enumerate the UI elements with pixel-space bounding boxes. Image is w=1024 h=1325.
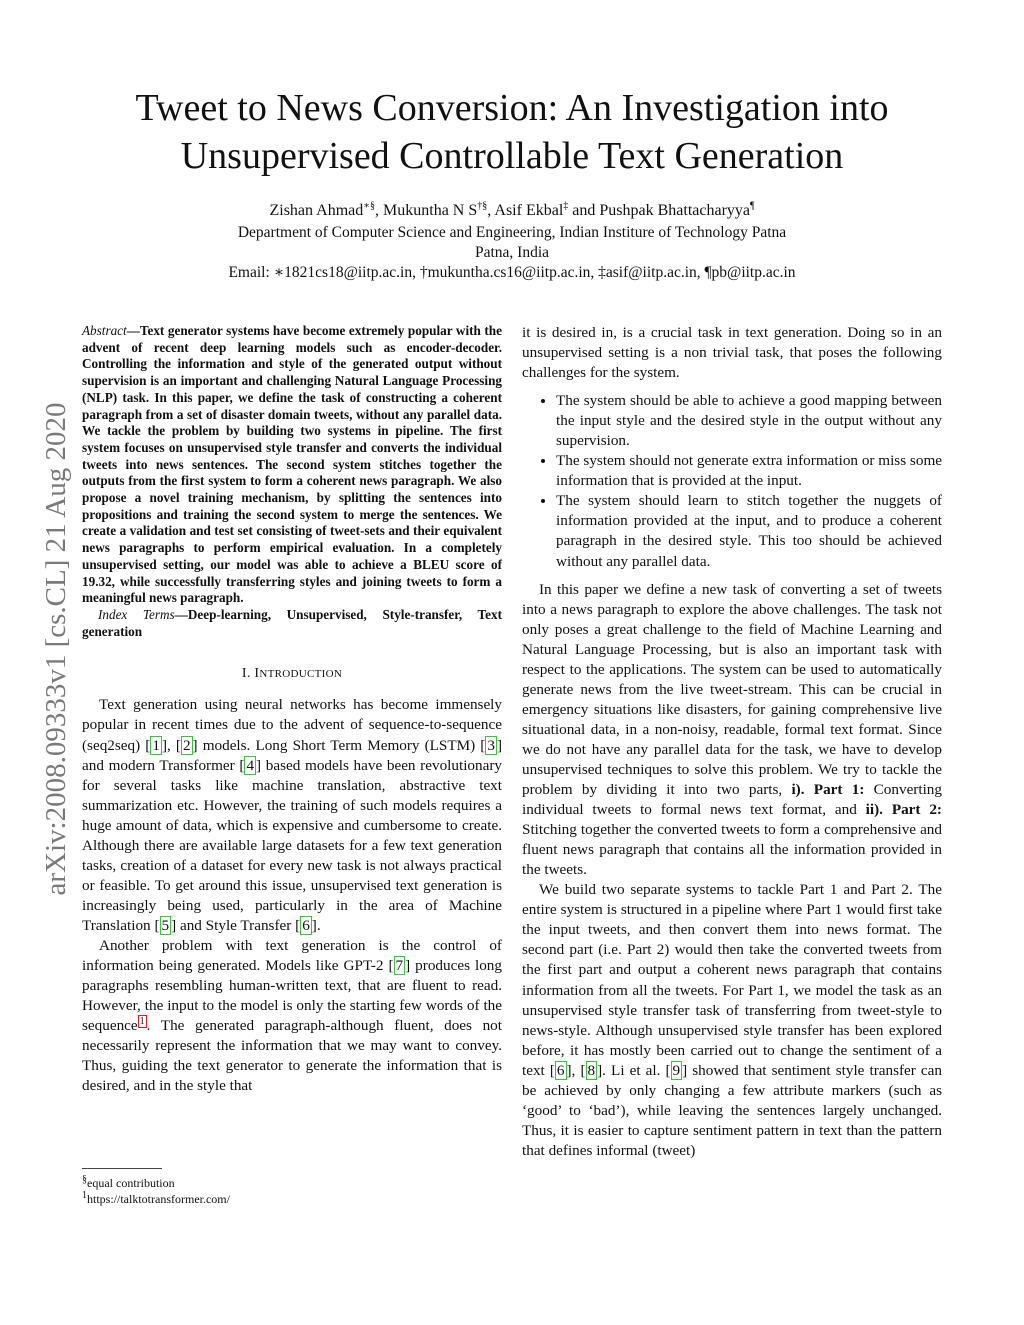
citation-link[interactable]: 5 <box>161 916 170 934</box>
text-run: models. Long Short Term Memory (LSTM) <box>197 736 481 754</box>
right-paragraph-0: it is desired in, is a crucial task in text generation. Doing so in an unsupervised setting is a non trivial task, that poses the following challenges for the system. <box>522 324 942 382</box>
part-1-label: i). Part 1: <box>791 781 865 799</box>
text-run: Stitching together the converted tweets to form a comprehensive and fluent news paragraph that contains all the information provided in the tweets. <box>522 821 942 879</box>
citation-link[interactable]: 6 <box>302 916 310 934</box>
author-3-marks: ‡ <box>563 200 569 212</box>
email-line: Email: ∗1821cs18@iitp.ac.in, †mukuntha.cs16@iitp.ac.in, ‡asif@iitp.ac.in, ¶pb@iitp.ac.in <box>228 264 796 281</box>
title-line-1: Tweet to News Conversion: An Investigation into <box>135 87 889 129</box>
text-run: and modern Transformer <box>82 756 240 774</box>
text-run: and Style Transfer <box>176 916 296 934</box>
text-run: , <box>167 736 176 754</box>
footnote-1 <box>82 1175 502 1191</box>
title-line-2: Unsupervised Controllable Text Generation <box>180 135 844 177</box>
citation-link[interactable]: 7 <box>395 957 404 975</box>
right-column <box>522 323 942 1161</box>
footnote-link[interactable]: 1 <box>139 1016 145 1028</box>
footnote-rule <box>82 1168 162 1169</box>
text-run: In this paper we define a new task of converting a set of tweets into a news paragraph to explore the above challenges. The task not only poses a great challenge to the field of Machine Learning and Natural Language Processing, but is also an important task with respect to the applications. The system can be used to automatically generate news from the live tweet-stream. This can be crucial in emergency situations like disasters, for gaining comprehensive live situational data, in a non-noisy, readable, formal text format. Since we do not have any parallel data for the task, we have to develop unsupervised techniques to solve this problem. We try to tackle the problem by dividing it into two parts, <box>522 580 942 799</box>
right-paragraph-1 <box>522 580 942 881</box>
text-run: Text generation using neural networks has become immensely popular in recent times due to the advent of sequence-to-sequence (seq2seq) <box>82 696 502 754</box>
citation-link[interactable]: 4 <box>246 756 255 774</box>
citation-link[interactable]: 9 <box>672 1061 681 1079</box>
author-4-marks: ¶ <box>750 200 755 212</box>
affiliation-line-2: Patna, India <box>474 244 550 261</box>
text-run: based models have been revolutionary for several tasks like machine translation, abstractive text summarization etc. However, the training of such models requires a huge amount of data, which is expensive and cumbersome to create. Although there are available large datasets for a few text generation tasks, creation of a dataset for every new task is not always practical or feasible. To get around this issue, unsupervised text generation is increasingly being used, particularly in the area of Machine Translation <box>82 756 502 934</box>
right-paragraph-2: We build two separate systems to tackle Part 1 and Part 2. The entire system is structured in a pipeline where Part 1 would first take the input tweets, and then convert them into news format. The second part (i.e. Part 2) would then take the converted tweets from the first part and output a coherent news paragraph that contains information from all the tweets. For Part 1, we model the task as an unsupervised style transfer task of transferring from tweet-style to news-style. Although unsupervised style transfer has been explored before, it has mostly been carried out to change the sentiment of a text [ 6 ], [ 8 ]. Li et al. [ 9 ] showed that sentiment style transfer can be achieved by only changing a few attribute markers (such as ‘good’ to ‘bad’), while leaving the sentences largely unchanged. Thus, it is easier to capture sentiment pattern in text than the pattern that defines informal (tweet) <box>522 881 943 1159</box>
citation-link[interactable]: 8 <box>587 1061 596 1079</box>
author-1: Zishan Ahmad <box>269 202 364 219</box>
list-item: • The system should not generate extra information or miss some information that is provided at the input. <box>556 451 942 491</box>
abstract-text: —Text generator systems have become extremely popular with the advent of recent deep learning models such as encoder-decoder. Controlling the information and style of the generated output without supervision is an important and challenging Natural Language Processing (NLP) task. In this paper, we define the task of constructing a coherent paragraph from a set of disaster domain tweets, without any parallel data. We tackle the problem by building two systems in pipeline. The first system focuses on unsupervised style transfer and converts the individual tweets into news sentences. The second system stitches together the outputs from the first system to form a coherent news paragraph. We also propose a novel training mechanism, by splitting the sentences into propositions and training the second system to merge the sentences. We create a validation and test set consisting of tweet-sets and their equivalent news paragraphs to perform empirical evaluation. In a completely unsupervised setting, our model was able to achieve a BLEU score of 19.32, while successfully transferring styles and joining tweets to form a meaningful news paragraph. <box>82 323 502 606</box>
citation-link[interactable]: 2 <box>182 736 191 754</box>
text-run: showed that sentiment style transfer can be achieved by only changing a few attribute markers (such as ‘good’ to ‘bad’), while leaving the sentences largely unchanged. Thus, it is easier to capture sentiment pattern in text than the pattern that defines informal (tweet) <box>522 1061 943 1159</box>
author-3: , Asif Ekbal <box>487 202 564 219</box>
footnotes <box>82 1168 502 1207</box>
text-run: produces long paragraphs resembling human-written text, that are fluent to read. However, the input to the model is only the starting few words of the sequence <box>82 957 502 1035</box>
author-names <box>60 201 964 221</box>
abstract <box>82 323 502 607</box>
section-number: I. <box>241 666 255 682</box>
text-run: . Li et al. <box>602 1061 666 1079</box>
text-run: . <box>316 916 321 934</box>
paper-title <box>60 84 964 180</box>
intro-paragraph-1: Text generation using neural networks has become immensely popular in recent times due to the advent of sequence-to-sequence (seq2seq) [ 1 ], [ 2 ] models. Long Short Term Memory (LSTM) [ 3 ] and modern Transformer [ 4 ] based models have been revolutionary for several tasks like machine translation, abstractive text summarization etc. However, the training of such models requires a huge amount of data, which is expensive and cumbersome to create. Although there are available large datasets for a few text generation tasks, creation of a dataset for every new task is not always practical or feasible. To get around this issue, unsupervised text generation is increasingly being used, particularly in the area of Machine Translation [ 5 ] and Style Transfer [ 6 ]. <box>82 696 503 934</box>
author-2-marks: †§ <box>477 200 488 212</box>
author-1-marks: ∗§ <box>363 200 376 212</box>
section-title-rest: NTRODUCTION <box>259 668 343 681</box>
text-run: , <box>571 1061 581 1079</box>
footnote-2-mark: 1 <box>82 1190 87 1201</box>
part-2-label: ii). Part 2: <box>865 801 942 819</box>
author-4: and Pushpak Bhattacharyya <box>568 202 750 219</box>
author-2: , Mukuntha N S <box>375 202 478 219</box>
arxiv-stamp-text: arXiv:2008.09333v1 [cs.CL] 21 Aug 2020 <box>40 402 72 896</box>
author-block <box>60 201 964 283</box>
footnote-2 <box>82 1191 502 1207</box>
footnote-1-text: equal contribution <box>87 1176 175 1190</box>
intro-paragraph-2: Another problem with text generation is the control of information being generated. Models like GPT-2 [ 7 ] produces long paragraphs resembling human-written text, that are fluent to read. However, the input to the model is only the starting few words of the sequence $^1$ . The generated paragraph-although fluent, does not necessarily represent the information that we may want to convey. Thus, guiding the text generator to generate the information that is desired, and in the style that <box>82 936 502 1095</box>
abstract-label: Abstract <box>82 323 127 338</box>
arxiv-stamp <box>30 349 70 949</box>
footnote-2-url[interactable]: https://talktotransformer.com/ <box>87 1192 230 1206</box>
text-run: . The generated paragraph-although fluent, does not necessarily represent the information that we may want to convey. Thus, guiding the text generator to generate the information that is desired, and in the style that <box>82 1017 502 1095</box>
text-run: Another problem with text generation is the control of information being generated. Models like GPT-2 <box>82 936 502 975</box>
text-run: We build two separate systems to tackle Part 1 and Part 2. The entire system is structured in a pipeline where Part 1 would first take the input tweets, and then convert them into news format. The second part (i.e. Part 2) would then take the converted tweets from the first part and output a coherent news paragraph that contains information from all the tweets. For Part 1, we model the task as an unsupervised style transfer task of transferring from tweet-style to news-style. Although unsupervised style transfer has been explored before, it has mostly been carried out to change the sentiment of a text <box>522 881 942 1079</box>
affiliation-line-1: Department of Computer Science and Engineering, Indian Institure of Technology Patna <box>237 224 787 241</box>
citation-link[interactable]: 1 <box>152 736 160 754</box>
list-item: • The system should be able to achieve a good mapping between the input style and the desired style in the output without any supervision. <box>556 391 942 451</box>
challenge-list <box>522 391 942 571</box>
citation-link[interactable]: 3 <box>487 736 495 754</box>
index-terms-text: —Deep-learning, Unsupervised, Style-transfer, Text generation <box>82 606 502 639</box>
index-terms-label: Index Terms <box>98 606 175 622</box>
list-item: • The system should learn to stitch together the nuggets of information provided at the input, and to produce a coherent paragraph in the desired style. This too should be achieved without any parallel data. <box>556 491 942 571</box>
left-column <box>82 323 502 1096</box>
section-initial: I <box>254 666 260 682</box>
text-run: Converting individual tweets to formal news text format, and <box>522 781 942 819</box>
section-heading-introduction <box>82 664 502 684</box>
citation-link[interactable]: 6 <box>556 1061 565 1079</box>
index-terms <box>82 607 502 640</box>
footnote-1-mark: § <box>82 1174 87 1185</box>
